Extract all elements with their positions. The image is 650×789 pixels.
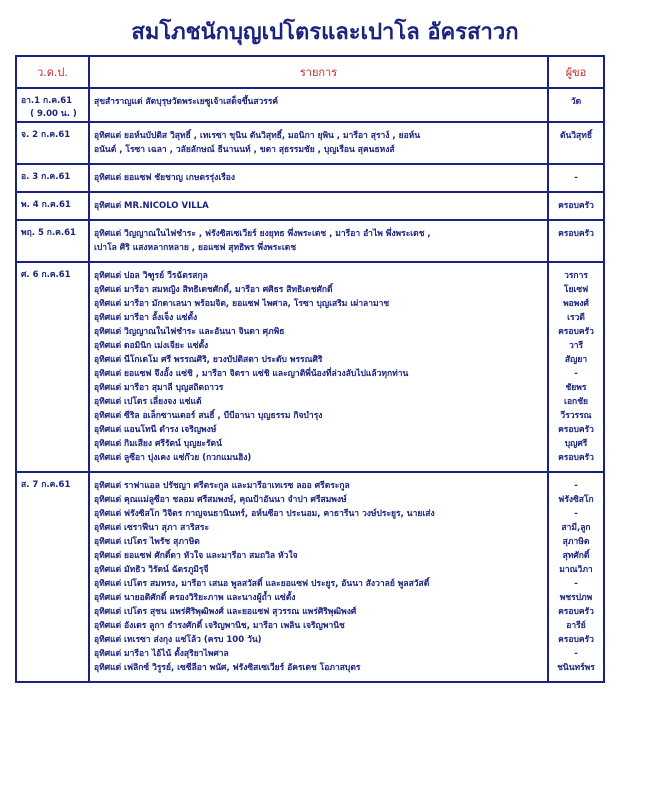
intention-line: อุทิศแด่ กิมเสียง ศรีรัตน์ บุญยะรัตน์ — [94, 439, 222, 449]
intention-line: อุทิศแด่ เปโตร สุชน แพร่ศิริพุฒิพงศ์ และยอแซฟ สุวรรณ แพร่ศิริพุฒิพงศ์ — [94, 607, 357, 617]
requester-name: ครอบครัว — [558, 327, 594, 337]
intention-line: อุทิศแด่ ยอห์นบัปติส วิสุทธิ์ , เทเรซา ขุนิน ตันวิสุทธิ์, มอนิกา ยุพิน , มารีอา สุราง์ , ยอห์น — [94, 131, 421, 141]
intention-line: อุทิศแด่ ปอล วิฑูรย์ วีรฉัตรสกุล — [94, 271, 208, 281]
table-row — [16, 220, 604, 262]
row-date-cell — [16, 164, 89, 192]
table-header-row — [16, 56, 604, 88]
intention-line: อุทิศแด่ ซีริล อเล็กซานเดอร์ สนธิ์ , บีบีอานา บุญธรรม กิจบำรุง — [94, 411, 323, 421]
intention-line: อุทิศแด่ มารีอา ไอ้ไน้ ตั้งสุริยาไพศาล — [94, 649, 229, 659]
intention-line: อุทิศแด่ มารีอา ลั้งเจ็ง แซ่ตั้ง — [94, 313, 198, 323]
intention-line: สุขสำราญแด่ สัตบุรุษวัดพระเยซูเจ้าเสด็จขึ้นสวรรค์ — [94, 97, 279, 107]
intention-line: อุทิศแด่ วิญญาณในไฟชำระ , ฟรังซิสเซเวียร์ ยงยุทธ พึ่งพระเดช , มารีอา อำไพ พึ่งพระเดช , — [94, 229, 431, 239]
requester-name: พชรปภพ — [559, 593, 593, 603]
intention-line: เปาโล ศิริ แสงหลากหลาย , ยอแซฟ สุทธิพร พึ่งพระเดช — [94, 243, 297, 253]
row-date-time: ( 9.00 น. ) — [30, 109, 77, 119]
row-requester-cell — [548, 164, 604, 192]
requester-name: วัด — [570, 97, 582, 107]
row-requester-cell — [548, 192, 604, 220]
intention-line: อุทิศแด่ นีโกเดโม ศรี พรรณศิริ, ยวงบัปติสตา ประดับ พรรณศิริ — [94, 355, 323, 365]
intention-line: อุทิศแด่ เปโตร สมทรง, มารีอา เสนอ พูลสวัสดิ์ และยอแซฟ ประยูร, อันนา สังวาลย์ พูลสวัสดิ์ — [94, 579, 430, 589]
requester-name: ชนินทร์พร — [557, 663, 595, 673]
requester-name: ครอบครัว — [558, 425, 594, 435]
intention-line: อุทิศแด่ คุณแม่ลูซีอา ชลอม ศรีสมพงษ์, คุณป้าอันนา จำปา ศรีสมพงษ์ — [94, 495, 347, 505]
intention-line: อุทิศแด่ แอนโทนี ดำรง เจริญพงษ์ — [94, 425, 217, 435]
intention-line: อุทิศแด่ ดอมินิก เม่งเจียะ แซ่ตั้ง — [94, 341, 209, 351]
row-requester-cell — [548, 88, 604, 122]
row-date: พ. 4 ก.ค.61 — [21, 200, 71, 210]
header-date: ว.ด.ป. — [16, 56, 89, 88]
requester-name: อารีย์ — [566, 621, 586, 631]
requester-name: เอกชัย — [564, 397, 588, 407]
row-requester-cell — [548, 220, 604, 262]
row-item-cell — [89, 220, 548, 262]
requester-name: ครอบครัว — [558, 635, 594, 645]
requester-name: เรวดี — [567, 313, 585, 323]
row-requester-cell — [548, 472, 604, 682]
requester-name: วีรวรรณ — [560, 411, 592, 421]
requester-name: มาณวิภา — [559, 565, 593, 575]
intention-line: อุทิศแด่ ยอแซฟ ศักดิ์ดา หัวใจ และมารีอา สมถวิล หัวใจ — [94, 551, 298, 561]
requester-name: ครอบครัว — [558, 607, 594, 617]
requester-name: - — [574, 649, 578, 659]
intention-line: อุทิศแด่ มารีอา มักดาเลนา พร้อมจิต, ยอแซฟ ไพศาล, โรซา บุญเสริม เผ่าลามาช — [94, 299, 390, 309]
requester-name: ครอบครัว — [558, 453, 594, 463]
requester-name: - — [574, 481, 578, 491]
intention-line: อุทิศแด่ เปโตร ไพรัช สุภาษิต — [94, 537, 200, 547]
row-date-cell — [16, 122, 89, 164]
table-row — [16, 192, 604, 220]
intention-line: อุทิศแด่ เทเรซา ส่งกุง แซ่โล้ว (ครบ 100 วัน) — [94, 635, 262, 645]
table-body — [16, 88, 604, 682]
intention-line: อุทิศแด่ MR.NICOLO VILLA — [94, 201, 209, 211]
row-item-cell — [89, 262, 548, 472]
row-date-cell — [16, 192, 89, 220]
table-row — [16, 88, 604, 122]
header-requester: ผู้ขอ — [548, 56, 604, 88]
intention-line: อุทิศแด่ อังเดร ลูกา ธำรงศักดิ์ เจริญพานิช, มารีอา เพลิน เจริญพานิช — [94, 621, 345, 631]
requester-name: ครอบครัว — [558, 229, 594, 239]
intention-line: อุทิศแด่ ฟรังซิสโก วิจิตร กาญจนธานินทร์, อห์นซีอา ประนอม, คาธารีนา วงษ์ประยูร, นายเส่ง — [94, 509, 435, 519]
row-item-cell — [89, 164, 548, 192]
row-date-cell — [16, 88, 89, 122]
intention-line: อุทิศแด่ มัทธิว วิรัตน์ ฉัตรภูมิรุจี — [94, 565, 209, 575]
requester-name: สามี,ลูก — [561, 523, 591, 533]
requester-name: ตันวิสุทธิ์ — [559, 131, 593, 141]
requester-name: - — [574, 173, 578, 183]
table-row — [16, 262, 604, 472]
row-date: อา.1 ก.ค.61 — [21, 96, 73, 106]
row-date: พฤ. 5 ก.ค.61 — [21, 228, 76, 238]
intentions-table — [15, 55, 605, 683]
intention-line: อุทิศแด่ ยอแซฟ ชัยชาญ เกษตรรุ่งเรือง — [94, 173, 236, 183]
row-item-cell — [89, 192, 548, 220]
requester-name: ครอบครัว — [558, 201, 594, 211]
row-date-cell — [16, 472, 89, 682]
requester-name: - — [574, 579, 578, 589]
requester-name: ฟรังซิสโก — [558, 495, 594, 505]
requester-name: วารี — [568, 341, 584, 351]
intention-line: อุทิศแด่ ลูซีอา บุ่งเคง แซ่ก๊วย (กวกแมนฮิง) — [94, 453, 252, 463]
intention-line: อนันต์ , โรซา เฉลา , วลัยลักษณ์ ธีนานนท์ , ขตา สุธรรมชัย , บุญเรือน สุคนธหงส์ — [94, 145, 395, 155]
requester-name: สุภาษิต — [562, 537, 590, 547]
row-date-cell — [16, 220, 89, 262]
row-item-cell — [89, 122, 548, 164]
requester-name: - — [574, 369, 578, 379]
requester-name: โยเซฟ — [563, 285, 589, 295]
row-date: ส. 7 ก.ค.61 — [21, 480, 71, 490]
table-row — [16, 164, 604, 192]
intention-line: อุทิศแด่ เปโตร เลี่ยงจง แซ่แต้ — [94, 397, 202, 407]
intention-line: อุทิศแด่ เซราฟีนา สุภา สาริสระ — [94, 523, 210, 533]
row-item-cell — [89, 472, 548, 682]
row-date: จ. 2 ก.ค.61 — [21, 130, 71, 140]
intention-line: อุทิศแด่ มารีอา สุมาลี บุญสถิตถาวร — [94, 383, 224, 393]
table-row — [16, 122, 604, 164]
requester-name: ชัยพร — [565, 383, 587, 393]
intention-line: อุทิศแด่ ราฟาแอล ปรัชญา ศรีตระกูล และมารีอาเทเรซ ลออ ศรีตระกูล — [94, 481, 350, 491]
intention-line: อุทิศแด่ เฟลิกซ์ วิรูรย์, เซซีลีอา พนัศ, ฟรังซิสเซเวียร์ อัครเดช โอภาสบุตร — [94, 663, 361, 673]
intention-line: อุทิศแด่ มารีอา สมหญิง สิทธิเดชศักดิ์, มารีอา ศศิธร สิทธิเดชศักดิ์ — [94, 285, 333, 295]
requester-name: บุญศรี — [564, 439, 588, 449]
requester-name: สัญยา — [564, 355, 588, 365]
intention-line: อุทิศแด่ ยอแซฟ จึงอั้ง แซ่ชิ , มารีอา จิตรา แซ่ชิ และญาติพี่น้องที่ล่วงลับไปแล้วทุกท่าน — [94, 369, 409, 379]
table-row — [16, 472, 604, 682]
row-requester-cell — [548, 122, 604, 164]
row-requester-cell — [548, 262, 604, 472]
requester-name: - — [574, 509, 578, 519]
row-date: อ. 3 ก.ค.61 — [21, 172, 71, 182]
requester-name: วรการ — [564, 271, 588, 281]
row-item-cell — [89, 88, 548, 122]
row-date: ศ. 6 ก.ค.61 — [21, 270, 71, 280]
intention-line: อุทิศแด่ วิญญาณในไฟชำระ และอันนา จินดา ศุภพิธ — [94, 327, 285, 337]
page-title: สมโภชนักบุญเปโตรและเปาโล อัครสาวก — [131, 20, 519, 45]
requester-name: สุทศักดิ์ — [562, 551, 590, 561]
row-date-cell — [16, 262, 89, 472]
header-item: รายการ — [89, 56, 548, 88]
intention-line: อุทิศแด่ นายอดิศักดิ์ ครองวิริยะภาพ และนางผู้ถ้ำ แซ่ตั้ง — [94, 593, 296, 603]
requester-name: พอพงศ์ — [563, 299, 589, 309]
